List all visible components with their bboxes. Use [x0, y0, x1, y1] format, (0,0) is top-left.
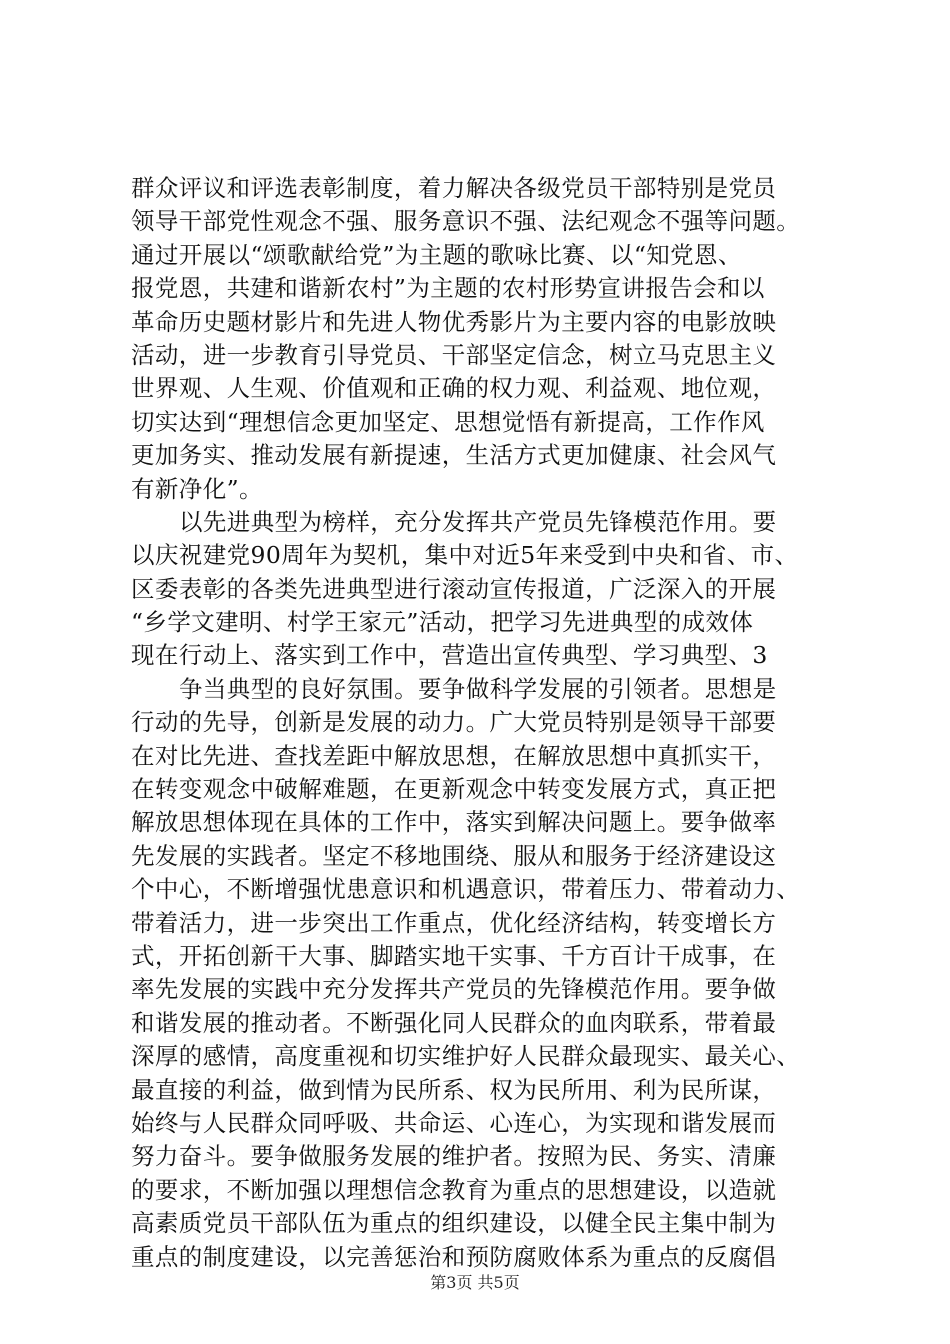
text-line: 现在行动上、落实到工作中，营造出宣传典型、学习典型、3	[131, 641, 768, 670]
text-line: 和谐发展的推动者。不断强化同人民群众的血肉联系，带着最	[131, 1008, 777, 1037]
text-line: 深厚的感情，高度重视和切实维护好人民群众最现实、最关心、	[131, 1042, 801, 1071]
text-line: 努力奋斗。要争做服务发展的维护者。按照为民、务实、清廉	[131, 1142, 777, 1171]
text-line: 带着活力，进一步突出工作重点，优化经济结构，转变增长方	[131, 908, 777, 937]
text-line: 的要求，不断加强以理想信念教育为重点的思想建设，以造就	[131, 1175, 777, 1204]
text-line: 以庆祝建党90周年为契机，集中对近5年来受到中央和省、市、	[131, 541, 799, 570]
text-line: 高素质党员干部队伍为重点的组织建设，以健全民主集中制为	[131, 1209, 777, 1238]
text-line: “乡学文建明、村学王家元”活动，把学习先进典型的成效体	[131, 608, 754, 637]
text-line: 率先发展的实践中充分发挥共产党员的先锋模范作用。要争做	[131, 975, 777, 1004]
page-number-footer: 第3页 共5页	[430, 1273, 520, 1292]
text-line: 重点的制度建设，以完善惩治和预防腐败体系为重点的反腐倡	[131, 1242, 777, 1271]
text-line: 活动，进一步教育引导党员、干部坚定信念，树立马克思主义	[131, 340, 777, 369]
paragraph-first-line: 争当典型的良好氛围。要争做科学发展的引领者。思想是	[179, 674, 777, 703]
paragraph-first-line: 以先进典型为榜样，充分发挥共产党员先锋模范作用。要	[179, 507, 777, 536]
text-line: 在转变观念中破解难题，在更新观念中转变发展方式，真正把	[131, 775, 777, 804]
text-line: 式，开拓创新干大事、脚踏实地干实事、千方百计干成事，在	[131, 941, 777, 970]
body-text	[131, 172, 831, 1274]
text-line: 领导干部党性观念不强、服务意识不强、法纪观念不强等问题。	[131, 207, 801, 236]
text-line: 始终与人民群众同呼吸、共命运、心连心，为实现和谐发展而	[131, 1108, 777, 1137]
text-line: 最直接的利益，做到情为民所系、权为民所用、利为民所谋，	[131, 1075, 777, 1104]
text-line: 群众评议和评选表彰制度，着力解决各级党员干部特别是党员	[131, 174, 777, 202]
text-line: 通过开展以“颂歌献给党”为主题的歌咏比赛、以“知党恩、	[131, 240, 742, 269]
text-line: 先发展的实践者。坚定不移地围绕、服从和服务于经济建设这	[131, 841, 777, 870]
text-line: 个中心，不断增强忧患意识和机遇意识，带着压力、带着动力、	[131, 875, 801, 904]
text-line: 区委表彰的各类先进典型进行滚动宣传报道，广泛深入的开展	[131, 574, 777, 603]
text-line: 切实达到“理想信念更加坚定、思想觉悟有新提高，工作作风	[131, 407, 765, 436]
text-line: 有新净化”。	[131, 474, 263, 503]
text-line: 在对比先进、查找差距中解放思想，在解放思想中真抓实干，	[131, 741, 777, 770]
text-line: 解放思想体现在具体的工作中，落实到解决问题上。要争做率	[131, 808, 777, 837]
text-line: 报党恩，共建和谐新农村”为主题的农村形势宣讲报告会和以	[131, 274, 765, 303]
text-line: 世界观、人生观、价值观和正确的权力观、利益观、地位观，	[131, 374, 777, 403]
text-line: 革命历史题材影片和先进人物优秀影片为主要内容的电影放映	[131, 307, 777, 336]
text-line: 行动的先导，创新是发展的动力。广大党员特别是领导干部要	[131, 708, 777, 737]
text-line: 更加务实、推动发展有新提速，生活方式更加健康、社会风气	[131, 441, 777, 470]
